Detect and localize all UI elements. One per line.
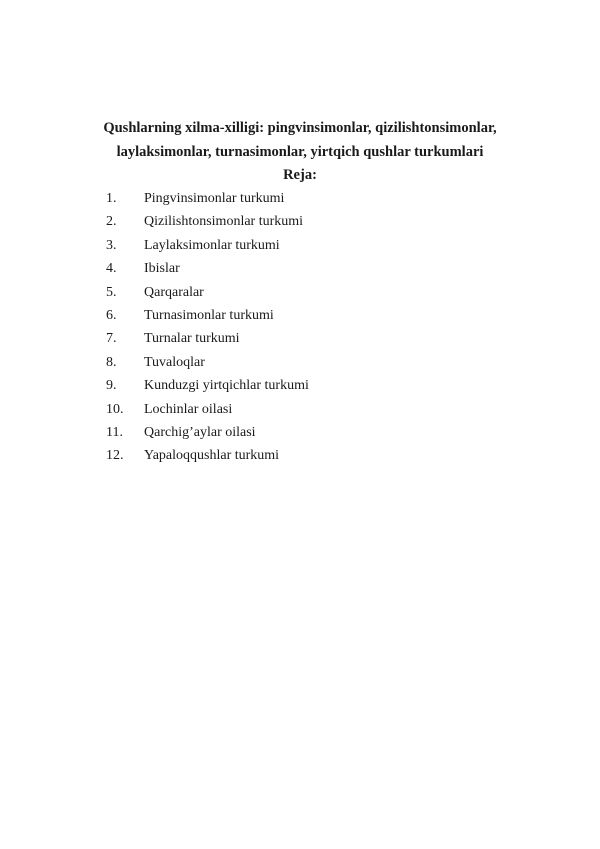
list-item — [106, 234, 309, 257]
list-item-number: 12. — [106, 448, 124, 464]
list-item-text: Tuvaloqlar — [144, 354, 205, 370]
list-item — [106, 281, 309, 304]
list-item — [106, 351, 309, 374]
list-item-text: Laylaksimonlar turkumi — [144, 237, 280, 253]
list-item-text: Qizilishtonsimonlar turkumi — [144, 214, 304, 230]
list-item-text: Qarchig’aylar oilasi — [144, 425, 256, 441]
document-title — [70, 117, 530, 188]
list-item — [106, 257, 309, 280]
list-item-text: Turnalar turkumi — [144, 331, 240, 347]
list-item-number: 6. — [106, 308, 117, 324]
plan-list — [106, 187, 309, 468]
list-item-number: 2. — [106, 214, 117, 230]
list-item-number: 8. — [106, 354, 117, 370]
list-item — [106, 210, 309, 233]
list-item-text: Kunduzgi yirtqichlar turkumi — [144, 378, 309, 394]
list-item-number: 5. — [106, 284, 117, 300]
list-item-text: Qarqaralar — [144, 284, 204, 300]
list-item-text: Yapaloqqushlar turkumi — [144, 448, 280, 464]
list-item-text: Pingvinsimonlar turkumi — [144, 191, 285, 206]
plan-heading: Reja: — [283, 167, 317, 183]
list-item-number: 1. — [106, 191, 117, 206]
list-item-text: Ibislar — [144, 261, 180, 277]
list-item-text: Lochinlar oilasi — [144, 401, 233, 417]
list-item — [106, 187, 309, 210]
list-item-number: 4. — [106, 261, 117, 277]
list-item — [106, 421, 309, 444]
list-item-number: 7. — [106, 331, 117, 347]
list-item — [106, 304, 309, 327]
list-item — [106, 327, 309, 350]
title-line-2: laylaksimonlar, turnasimonlar, yirtqich qushlar turkumlari — [116, 143, 484, 160]
list-item-number: 10. — [106, 401, 124, 417]
list-item — [106, 398, 309, 421]
list-item — [106, 444, 309, 467]
list-item — [106, 374, 309, 397]
title-line-1: Qushlarning xilma-xilligi: pingvinsimonlar, qizilishtonsimonlar, — [103, 120, 497, 136]
list-item-number: 9. — [106, 378, 117, 394]
list-item-text: Turnasimonlar turkumi — [144, 308, 274, 324]
list-item-number: 3. — [106, 237, 117, 253]
list-item-number: 11. — [106, 425, 123, 441]
